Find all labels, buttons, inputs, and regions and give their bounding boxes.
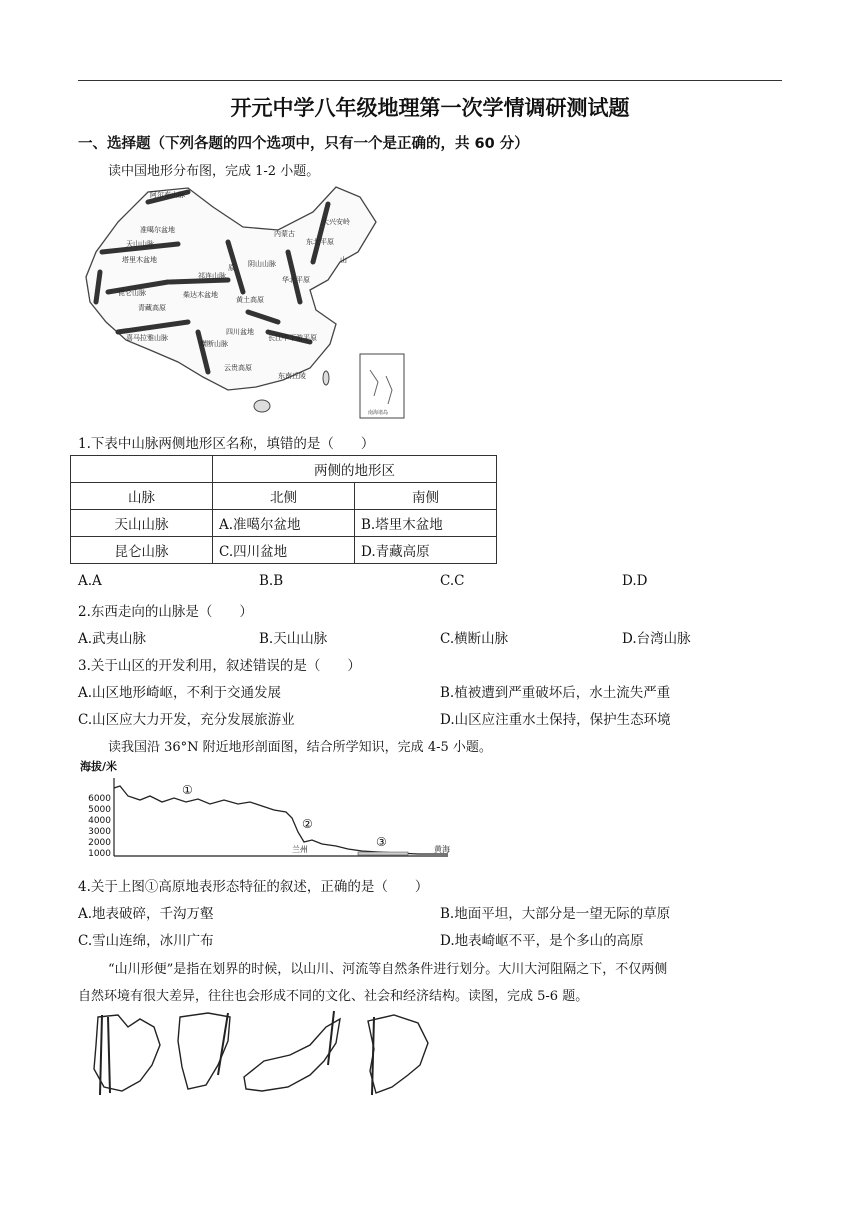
q3-option-c[interactable]: C.山区应大力开发，充分发展旅游业 — [78, 712, 295, 728]
map-label: 原 — [228, 264, 235, 272]
map-label: 青藏高原 — [138, 304, 166, 312]
map-label: 天山山脉 — [126, 240, 154, 248]
page-title: 开元中学八年级地理第一次学情调研测试题 — [230, 96, 630, 120]
q1-option-b[interactable]: B.B — [259, 573, 284, 589]
table-cell: D.青藏高原 — [355, 537, 497, 564]
table-cell: 昆仑山脉 — [71, 537, 213, 564]
profile-mark-2: ② — [302, 817, 313, 831]
map-label: 祁连山脉 — [198, 272, 226, 280]
map-label: 阿尔泰山脉 — [150, 191, 185, 199]
q2-option-a[interactable]: A.武夷山脉 — [78, 631, 147, 647]
table-cell: B.塔里木盆地 — [355, 510, 497, 537]
table-header: 北侧 — [213, 483, 355, 510]
top-rule — [78, 80, 782, 81]
map-label: 大兴安岭 — [322, 218, 350, 226]
q2-option-b[interactable]: B.天山山脉 — [259, 631, 328, 647]
map-label: 横断山脉 — [200, 340, 228, 348]
table-header: 南侧 — [355, 483, 497, 510]
china-terrain-map — [78, 182, 408, 422]
table-cell: C.四川盆地 — [213, 537, 355, 564]
terrain-profile — [78, 756, 458, 864]
map-label: 云贵高原 — [224, 364, 252, 372]
map-label: 喜马拉雅山脉 — [126, 334, 168, 342]
intro-q4-5: 读我国沿 36°N 附近地形剖面图，结合所学知识，完成 4-5 小题。 — [108, 740, 492, 755]
profile-ylabel: 海拔/米 — [80, 760, 118, 773]
q1-stem: 1.下表中山脉两侧地形区名称，填错的是（ ） — [78, 436, 375, 452]
q1-table — [70, 455, 497, 564]
map-label: 黄土高原 — [236, 296, 264, 304]
intro-q5-6-line2: 自然环境有很大差异，往往也会形成不同的文化、社会和经济结构。读图，完成 5-6 题。 — [78, 989, 589, 1004]
map-label: 昆仑山脉 — [118, 289, 146, 297]
q1-option-a[interactable]: A.A — [78, 573, 102, 589]
map-label: 华北平原 — [282, 276, 310, 284]
section-heading: 一、选择题（下列各题的四个选项中，只有一个是正确的，共 60 分） — [78, 136, 529, 152]
q1-option-c[interactable]: C.C — [440, 573, 465, 589]
map-label: 四川盆地 — [226, 328, 254, 336]
intro-q5-6-line1: “山川形便”是指在划界的时候，以山川、河流等自然条件进行划分。大川大河阻隔之下，不仅两侧 — [108, 962, 668, 977]
q2-option-c[interactable]: C.横断山脉 — [440, 631, 509, 647]
map-label: 塔里木盆地 — [122, 256, 157, 264]
province-outlines-figure — [78, 1005, 438, 1097]
map-label: 东北平原 — [306, 238, 334, 246]
table-header: 山脉 — [71, 483, 213, 510]
south-china-sea-inset — [360, 354, 404, 418]
map-label: 东南丘陵 — [278, 372, 306, 380]
tick-label: 6000 — [88, 794, 111, 804]
tick-label: 2000 — [88, 838, 111, 848]
tick-label: 4000 — [88, 816, 111, 826]
tick-label: 1000 — [88, 849, 111, 859]
place-label-lanzhou: 兰州 — [292, 845, 308, 854]
map-label: 准噶尔盆地 — [140, 226, 175, 234]
intro-q1-2: 读中国地形分布图，完成 1-2 小题。 — [108, 164, 320, 179]
q2-stem: 2.东西走向的山脉是（ ） — [78, 604, 253, 620]
q1-option-d[interactable]: D.D — [622, 573, 648, 589]
place-label-yellow-sea: 黄海 — [434, 845, 450, 854]
map-label: 山 — [340, 256, 347, 264]
table-cell: A.准噶尔盆地 — [213, 510, 355, 537]
inset-label: 南海诸岛 — [368, 410, 389, 416]
q2-option-d[interactable]: D.台湾山脉 — [622, 631, 691, 647]
q4-option-d[interactable]: D.地表崎岖不平，是个多山的高原 — [440, 933, 644, 949]
profile-mark-3: ③ — [376, 835, 387, 849]
table-cell: 天山山脉 — [71, 510, 213, 537]
q3-stem: 3.关于山区的开发利用，叙述错误的是（ ） — [78, 658, 361, 674]
q4-option-a[interactable]: A.地表破碎，千沟万壑 — [78, 906, 214, 922]
map-label: 柴达木盆地 — [183, 291, 218, 299]
map-label: 阴山山脉 — [248, 260, 276, 268]
table-header: 两侧的地形区 — [213, 456, 497, 483]
q3-option-b[interactable]: B.植被遭到严重破坏后，水土流失严重 — [440, 685, 671, 701]
q4-stem: 4.关于上图①高原地表形态特征的叙述，正确的是（ ） — [78, 879, 429, 895]
map-label: 长江中下游平原 — [268, 334, 317, 342]
tick-label: 3000 — [88, 827, 111, 837]
profile-mark-1: ① — [182, 783, 193, 797]
map-label: 内蒙古 — [274, 230, 295, 238]
q4-option-b[interactable]: B.地面平坦，大部分是一望无际的草原 — [440, 906, 671, 922]
q4-option-c[interactable]: C.雪山连绵，冰川广布 — [78, 933, 214, 949]
tick-label: 5000 — [88, 805, 111, 815]
q3-option-a[interactable]: A.山区地形崎岖，不利于交通发展 — [78, 685, 282, 701]
q3-option-d[interactable]: D.山区应注重水土保持，保护生态环境 — [440, 712, 671, 728]
table-cell — [71, 456, 213, 483]
